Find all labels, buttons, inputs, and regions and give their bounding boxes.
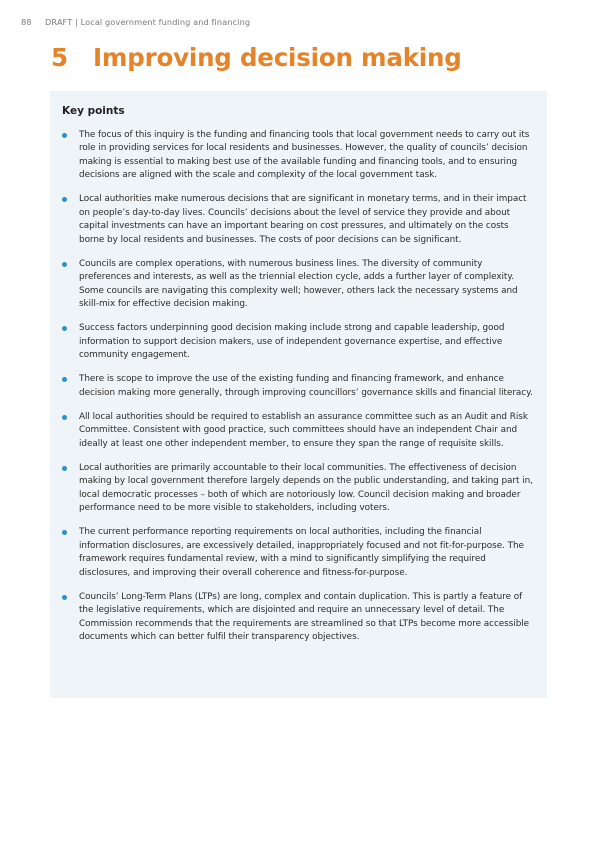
key-point-item: [62, 373, 533, 400]
key-point-item: [62, 129, 533, 183]
bullet-icon: [62, 326, 67, 331]
bullet-icon: [62, 262, 67, 267]
bullet-icon: [62, 197, 67, 202]
key-point-item: [62, 526, 533, 580]
bullet-icon: [62, 595, 67, 600]
key-points-list: [62, 129, 533, 644]
key-point-item: [62, 591, 533, 645]
key-point-item: [62, 411, 533, 451]
bullet-icon: [62, 377, 67, 382]
key-point-text: Local authorities are primarily accountable to their local communities. The effectiveness of decision making by local government therefore largely depends on the public understanding, and taking part in, local democratic processes – both of which are notoriously low. Council decision making and broader performance need to be more visible to stakeholders, including voters.: [79, 462, 533, 514]
key-points-box: [50, 91, 547, 698]
key-point-text: Local authorities make numerous decisions that are significant in monetary terms, and in their impact on people’s day-to-day lives. Councils’ decisions about the level of service they provide and about capital investments can have an important bearing on cost pressures, and ultimately on the costs borne by local residents and businesses. The costs of poor decisions can be significant.: [79, 194, 527, 245]
running-title: DRAFT | Local government funding and financing: [45, 17, 251, 27]
key-point-text: Success factors underpinning good decision making include strong and capable leadership, good information to support decision makers, use of independent governance expertise, and effective community engagement.: [79, 323, 505, 361]
key-point-text: The focus of this inquiry is the funding and financing tools that local government needs to carry out its role in providing services for local residents and businesses. However, the quality of councils’ decision making is essential to making best use of the available funding and financing tools, and to ensuring decisions are aligned with the scale and complexity of the local government task.: [79, 130, 530, 181]
key-point-text: All local authorities should be required to establish an assurance committee such as an Audit and Risk Committee. Consistent with good practice, such committees should have an independent Chair and ideally at least one other independent member, to ensure they span the range of requisite skills.: [79, 411, 528, 449]
chapter-number: 5: [51, 43, 68, 72]
chapter-title-text: Improving decision making: [93, 43, 462, 72]
key-point-item: [62, 193, 533, 247]
bullet-icon: [62, 530, 67, 535]
bullet-icon: [62, 133, 67, 138]
key-points-heading: Key points: [62, 105, 125, 117]
key-point-item: [62, 258, 533, 312]
key-point-item: [62, 462, 533, 516]
bullet-icon: [62, 415, 67, 420]
chapter-title: [51, 43, 462, 72]
key-point-item: [62, 322, 533, 362]
bullet-icon: [62, 466, 67, 471]
key-point-text: There is scope to improve the use of the existing funding and financing framework, and enhance decision making more generally, through improving councillors’ governance skills and financial literacy.: [79, 374, 533, 398]
key-point-text: Councils’ Long-Term Plans (LTPs) are long, complex and contain duplication. This is partly a feature of the legislative requirements, which are disjointed and require an unnecessary level of detail. The Commission recommends that the requirements are streamlined so that LTPs become more accessible documents which can better fulfil their transparency objectives.: [79, 591, 530, 642]
key-point-text: The current performance reporting requirements on local authorities, including the financial information disclosures, are excessively detailed, inappropriately focused and not fit-for-purpose. The framework requires fundamental review, with a mind to significantly simplifying the required disclosures, and improving their overall coherence and fitness-for-purpose.: [79, 527, 524, 578]
page-number: 88: [21, 17, 32, 27]
running-header: [21, 17, 250, 27]
key-point-text: Councils are complex operations, with numerous business lines. The diversity of community preferences and interests, as well as the triennial election cycle, adds a further layer of complexity. Some councils are navigating this complexity well; however, others lack the necessary systems and skill-mix for effective decision making.: [79, 258, 518, 310]
